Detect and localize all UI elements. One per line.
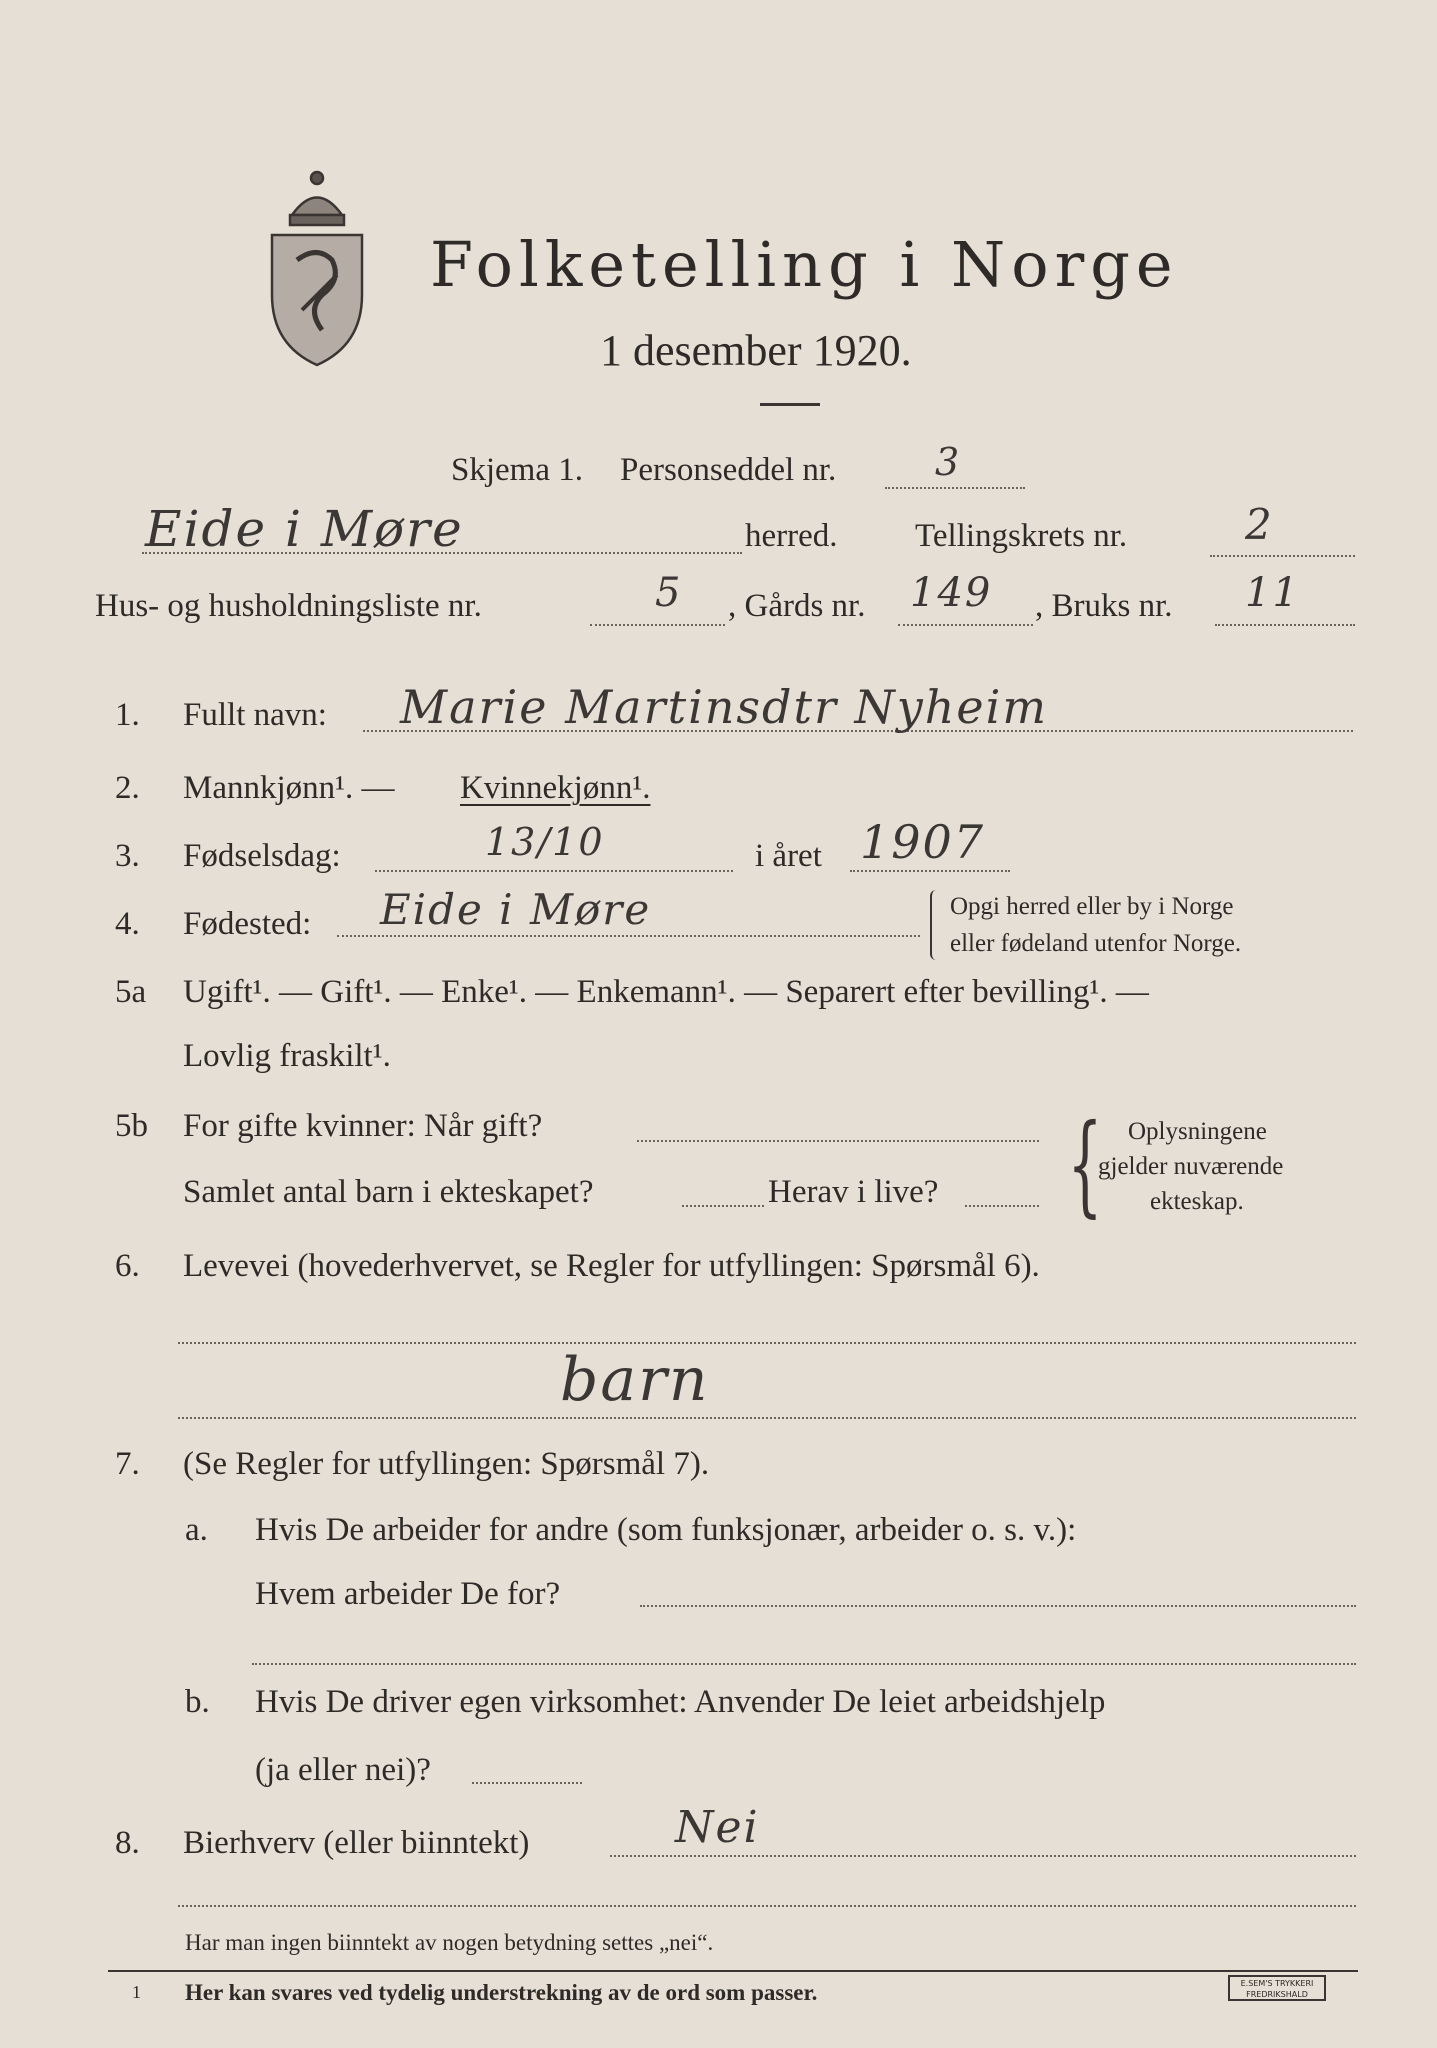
q1-number: 1.: [115, 697, 140, 733]
tellingskrets-label: Tellingskrets nr.: [915, 518, 1128, 554]
footnote-text: Her kan svares ved tydelig understrekning av de ord som passer.: [185, 1980, 818, 2005]
hired-help-line: [472, 1782, 582, 1784]
birthdate-line: [375, 870, 733, 872]
occupation-line-2: [178, 1417, 1356, 1419]
bruks-value[interactable]: 11: [1245, 570, 1300, 616]
occupation-label: Levevei (hovederhvervet, se Regler for utfyllingen: Spørsmål 6).: [183, 1248, 1040, 1284]
side-income-label: Bierhverv (eller biinntekt): [183, 1825, 530, 1861]
personseddel-label: Personseddel nr.: [620, 452, 837, 488]
personseddel-line: [885, 487, 1025, 489]
marital-status-options[interactable]: Ugift¹. — Gift¹. — Enke¹. — Enkemann¹. — Separert efter bevilling¹. —: [183, 974, 1149, 1010]
birthplace-note-line2: eller fødeland utenfor Norge.: [950, 930, 1242, 957]
q7b-letter: b.: [185, 1684, 210, 1720]
q7-label: (Se Regler for utfyllingen: Spørsmål 7).: [183, 1446, 710, 1482]
side-income-value[interactable]: Nei: [675, 1802, 760, 1853]
census-date: 1 desember 1920.: [600, 326, 912, 375]
q4-number: 4.: [115, 906, 140, 942]
side-income-line-1: [610, 1855, 1356, 1857]
birth-year-value[interactable]: 1907: [860, 815, 986, 869]
birthdate-value[interactable]: 13/10: [485, 820, 605, 864]
gards-line: [898, 624, 1033, 626]
q5b-number: 5b: [115, 1108, 148, 1144]
tellingskrets-line: [1210, 555, 1355, 557]
bruks-label: , Bruks nr.: [1035, 588, 1173, 624]
footnote-rule: [108, 1970, 1358, 1972]
personseddel-value[interactable]: 3: [935, 440, 962, 484]
q7b-question: Hvis De driver egen virksomhet: Anvender De leiet arbeidshjelp: [255, 1684, 1106, 1720]
children-total-line: [682, 1205, 764, 1207]
herred-line: [142, 552, 742, 554]
children-alive-label: Herav i live?: [768, 1174, 939, 1210]
herred-value[interactable]: Eide i Møre: [145, 500, 464, 558]
side-income-line-2: [178, 1905, 1356, 1907]
coat-of-arms-icon: [262, 160, 372, 370]
q1-label: Fullt navn:: [183, 697, 327, 733]
hired-help-label: (ja eller nei)?: [255, 1752, 431, 1788]
employer-label: Hvem arbeider De for?: [255, 1576, 561, 1612]
footnote-number: 1: [132, 1982, 141, 2002]
bruks-line: [1215, 624, 1355, 626]
birthplace-line: [337, 935, 920, 937]
birth-year-label: i året: [755, 838, 822, 874]
husliste-value[interactable]: 5: [655, 570, 683, 616]
birthplace-note-line1: Opgi herred eller by i Norge: [950, 893, 1234, 920]
q7-number: 7.: [115, 1446, 140, 1482]
marriage-note-line2: gjelder nuværende: [1098, 1153, 1284, 1180]
q4-label: Fødested:: [183, 906, 312, 942]
sex-male-option[interactable]: Mannkjønn¹. —: [183, 770, 395, 806]
tellingskrets-value[interactable]: 2: [1245, 500, 1274, 549]
husliste-line: [590, 624, 725, 626]
printer-stamp: E.SEM'S TRYKKERI FREDRIKSHALD: [1228, 1975, 1326, 2001]
gards-value[interactable]: 149: [910, 570, 993, 616]
birth-year-line: [850, 870, 1010, 872]
marriage-note-line1: Oplysningene: [1128, 1118, 1267, 1145]
children-alive-line: [965, 1205, 1039, 1207]
q8-number: 8.: [115, 1825, 140, 1861]
q7a-letter: a.: [185, 1512, 208, 1548]
occupation-line-1: [178, 1342, 1356, 1344]
birthplace-value[interactable]: Eide i Møre: [380, 885, 652, 934]
employer-line-1: [640, 1605, 1356, 1607]
q3-number: 3.: [115, 838, 140, 874]
title-divider: [760, 403, 820, 406]
marriage-note-brace: {: [1067, 1100, 1103, 1228]
q7a-question: Hvis De arbeider for andre (som funksjonær, arbeider o. s. v.):: [255, 1512, 1077, 1548]
herred-label: herred.: [745, 518, 838, 554]
q3-label: Fødselsdag:: [183, 838, 341, 874]
married-when-line: [637, 1140, 1039, 1142]
form-title: Folketelling i Norge: [430, 228, 1179, 301]
occupation-value[interactable]: barn: [560, 1345, 710, 1415]
children-total-label: Samlet antal barn i ekteskapet?: [183, 1174, 594, 1210]
husliste-label: Hus- og husholdningsliste nr.: [95, 588, 482, 624]
q2-number: 2.: [115, 770, 140, 806]
q5a-number: 5a: [115, 974, 147, 1010]
no-income-note: Har man ingen biinntekt av nogen betydning settes „nei“.: [185, 1930, 714, 1955]
full-name-value[interactable]: Marie Martinsdtr Nyheim: [400, 680, 1048, 734]
employer-line-2: [252, 1663, 1356, 1665]
married-when-label: For gifte kvinner: Når gift?: [183, 1108, 543, 1144]
q6-number: 6.: [115, 1248, 140, 1284]
sex-female-option[interactable]: Kvinnekjønn¹.: [460, 770, 651, 806]
birthplace-note-brace: [930, 890, 944, 960]
skjema-label: Skjema 1.: [451, 452, 583, 488]
marital-status-divorced-option[interactable]: Lovlig fraskilt¹.: [183, 1038, 391, 1074]
marriage-note-line3: ekteskap.: [1150, 1188, 1244, 1215]
gards-label: , Gårds nr.: [728, 588, 866, 624]
